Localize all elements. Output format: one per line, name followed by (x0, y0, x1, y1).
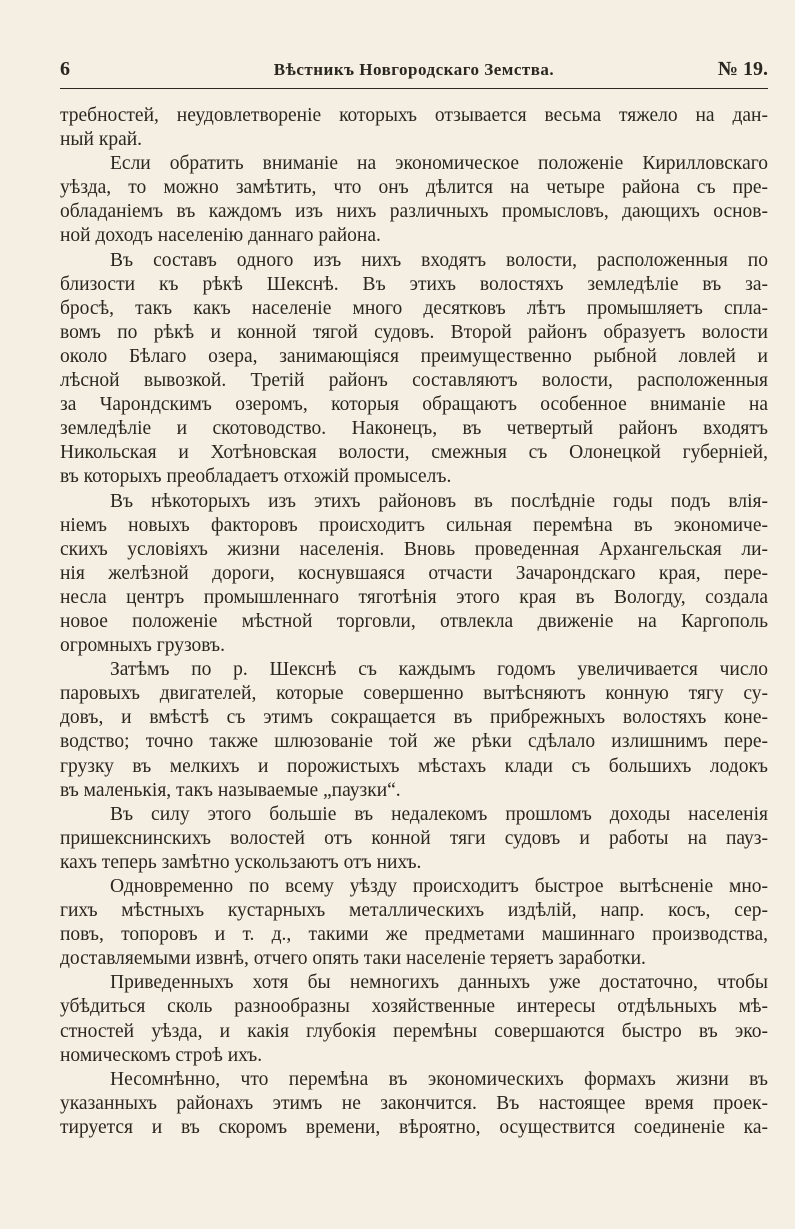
paragraph-line: ный край. (60, 129, 143, 151)
paragraph (60, 803, 768, 875)
paragraph-line: новое положеніе мѣстной торговли, отвлекла движеніе на Каргополь (60, 610, 768, 632)
paragraph (60, 249, 768, 490)
paragraph-line: Одновременно по всему уѣзду происходитъ быстрое вытѣсненіе мно- (110, 876, 768, 897)
paragraph-line: Приведенныхъ хотя бы немногихъ данныхъ уже достаточно, чтобы (110, 972, 768, 994)
paragraph (60, 658, 768, 803)
paragraph-line: близости къ рѣкѣ Шекснѣ. Въ этихъ волостяхъ земледѣліе въ за- (60, 273, 768, 295)
paragraph-line: гихъ мѣстныхъ кустарныхъ металлическихъ издѣлій, напр. косъ, сер- (60, 900, 768, 922)
paragraph-line: въ которыхъ преобладаетъ отхожій промыселъ. (60, 466, 452, 488)
paragraph-line: указанныхъ районахъ этимъ не закончится. Въ настоящее время проек- (60, 1092, 768, 1114)
paragraph-line: номическомъ строѣ ихъ. (60, 1044, 263, 1066)
paragraph-line: доставляемыми извнѣ, отчего опять таки населеніе теряетъ заработки. (60, 948, 646, 970)
paragraph-line: огромныхъ грузовъ. (60, 635, 225, 657)
paragraph (60, 1068, 768, 1140)
page-number: 6 (60, 58, 70, 80)
paragraph-line: Затѣмъ по р. Шекснѣ съ каждымъ годомъ увеличивается число (110, 659, 768, 681)
paragraph-line: лѣсной вывозкой. Третій районъ составляютъ волости, расположенныя (60, 370, 768, 392)
paragraph-line: уѣзда, то можно замѣтить, что онъ дѣлится на четыре района съ пре- (60, 177, 768, 199)
paragraph-line: Никольская и Хотѣновская волости, смежныя съ Олонецкой губерніей, (60, 442, 768, 464)
paragraph-line: ной доходъ населенію даннаго района. (60, 225, 381, 247)
paragraph-line: скихъ условіяхъ жизни населенія. Вновь проведенная Архангельская ли- (60, 538, 768, 560)
paragraph-line: Если обратить вниманіе на экономическое положеніе Кирилловскаго (110, 153, 768, 175)
header-divider-rule (60, 88, 768, 89)
paragraph (60, 104, 768, 152)
paragraph-line: убѣдиться сколь разнообразны хозяйственные интересы отдѣльныхъ мѣ- (60, 996, 768, 1018)
paragraph-line: бросѣ, такъ какъ населеніе много десятковъ лѣтъ промышляетъ спла- (60, 297, 768, 319)
paragraph-line: обладаніемъ въ каждомъ изъ нихъ различныхъ промысловъ, дающихъ основ- (60, 201, 768, 223)
paragraph (60, 875, 768, 971)
paragraph-line: повъ, топоровъ и т. д., такими же предметами машиннаго производства, (60, 924, 768, 946)
article-body (60, 104, 768, 1140)
paragraph-line: въ маленькія, такъ называемые „паузки“. (60, 779, 401, 801)
journal-title: Вѣстникъ Новгородскаго Земства. (273, 60, 555, 79)
paragraph-line: ніемъ новыхъ факторовъ происходитъ сильная перемѣна въ экономиче- (60, 514, 768, 536)
paragraph-line: паровыхъ двигателей, которые совершенно вытѣсняютъ конную тягу су- (60, 683, 768, 705)
paragraph-line: довъ, и вмѣстѣ съ этимъ сокращается въ прибрежныхъ волостяхъ коне- (60, 707, 768, 729)
paragraph-line: водство; точно также шлюзованіе той же рѣки сдѣлало излишнимъ пере- (60, 731, 768, 753)
paragraph-line: около Бѣлаго озера, занимающіяся преимущественно рыбной ловлей и (60, 345, 768, 367)
paragraph-line: Несомнѣнно, что перемѣна въ экономическихъ формахъ жизни въ (110, 1068, 768, 1090)
paragraph-line: тируется и въ скоромъ времени, вѣроятно, осуществится соединеніе ка- (60, 1116, 768, 1138)
paragraph-line: кахъ теперь замѣтно ускользаютъ отъ нихъ. (60, 851, 422, 873)
paragraph-line: несла центръ промышленнаго тяготѣнія этого края въ Вологду, создала (60, 586, 768, 608)
issue-number: № 19. (717, 58, 768, 80)
paragraph-line: пришекснинскихъ волостей отъ конной тяги судовъ и работы на пауз- (60, 827, 768, 849)
paragraph (60, 490, 768, 659)
page-header (60, 58, 768, 84)
paragraph-line: вомъ по рѣкѣ и конной тягой судовъ. Второй районъ образуетъ волости (60, 321, 768, 343)
paragraph-line: земледѣліе и скотоводство. Наконецъ, въ четвертый районъ входятъ (60, 418, 768, 440)
paragraph-line: Въ составъ одного изъ нихъ входятъ волости, расположенныя по (110, 249, 768, 271)
paragraph-line: Въ нѣкоторыхъ изъ этихъ районовъ въ послѣдніе годы подъ влія- (110, 490, 768, 512)
paragraph-line: требностей, неудовлетвореніе которыхъ отзывается весьма тяжело на дан- (60, 105, 768, 126)
paragraph-line: нія желѣзной дороги, коснувшаяся отчасти Зачарондскаго края, пере- (60, 562, 768, 584)
paragraph-line: за Чарондскимъ озеромъ, которыя обращаютъ особенное вниманіе на (60, 394, 768, 416)
paragraph-line: грузку въ мелкихъ и порожистыхъ мѣстахъ клади съ большихъ лодокъ (60, 755, 768, 777)
paragraph (60, 971, 768, 1067)
paragraph (60, 152, 768, 248)
paragraph-line: Въ силу этого большіе въ недалекомъ прошломъ доходы населенія (110, 803, 768, 825)
paragraph-line: стностей уѣзда, и какія глубокія перемѣны совершаются быстро въ эко- (60, 1020, 768, 1042)
